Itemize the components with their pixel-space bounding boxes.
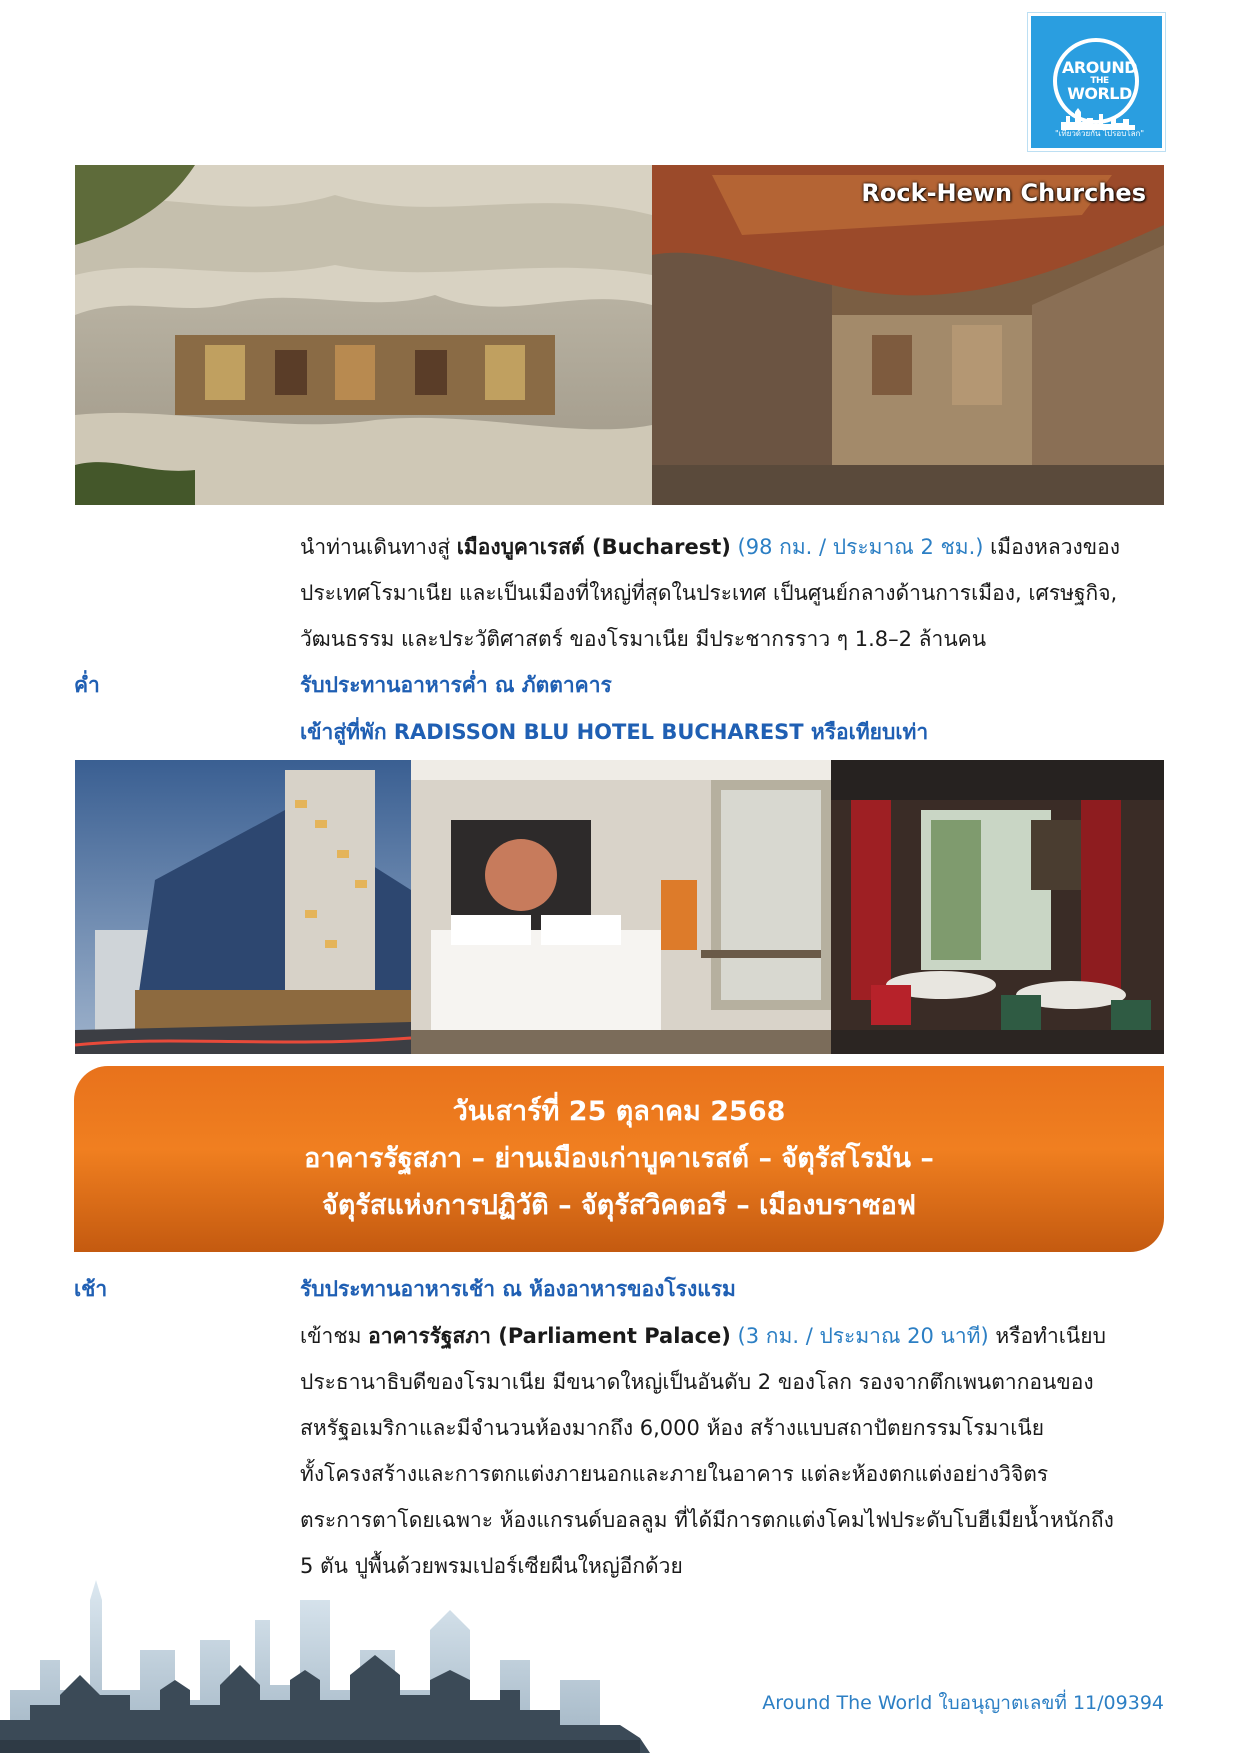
city-skyline-decoration xyxy=(0,1580,650,1753)
parliament-line-6: 5 ตัน ปูพื้นด้วยพรมเปอร์เซียผืนใหญ่อีกด้วย xyxy=(300,1554,683,1578)
bucharest-line-1: นำท่านเดินทางสู่ เมืองบูคาเรสต์ (Bucharest) (98 กม. / ประมาณ 2 ชม.) เมืองหลวงของ xyxy=(300,535,1120,559)
bucharest-paragraph xyxy=(300,524,1166,662)
photo-caption: Rock-Hewn Churches xyxy=(861,179,1146,207)
banner-route-line-2: จัตุรัสแห่งการปฏิวัติ – จัตุรัสวิคตอรี – เมืองบราซอฟ xyxy=(322,1190,916,1221)
parliament-line-4: ทั้งโครงสร้างและการตกแต่งภายนอกและภายในอาคาร แต่ละห้องตกแต่งอย่างวิจิตร xyxy=(300,1462,1049,1486)
photo-hotel-exterior xyxy=(75,760,411,1054)
logo-line-2: THE xyxy=(1090,76,1109,86)
photo-rock-churches-interior xyxy=(652,165,1164,505)
photo-hotel-restaurant xyxy=(831,760,1164,1054)
parliament-line-1: เข้าชม อาคารรัฐสภา (Parliament Palace) (3 กม. / ประมาณ 20 นาที) หรือทำเนียบ xyxy=(300,1324,1106,1348)
logo-tagline: "เที่ยวด้วยกัน ไปรอบโลก" xyxy=(1054,129,1145,138)
dinner-label: ค่ำ xyxy=(74,673,100,697)
logo-line-1: AROUND xyxy=(1062,58,1137,77)
photo-rock-churches-exterior xyxy=(75,165,652,505)
logo-line-3: WORLD xyxy=(1067,84,1132,103)
bucharest-line-3: วัฒนธรรม และประวัติศาสตร์ ของโรมาเนีย มีประชากรราว ๆ 1.8–2 ล้านคน xyxy=(300,627,987,651)
parliament-line-5: ตระการตาโดยเฉพาะ ห้องแกรนด์บอลลูม ที่ได้มีการตกแต่งโคมไฟประดับโบฮีเมียน้ำหนักถึง xyxy=(300,1508,1114,1532)
parliament-paragraph xyxy=(300,1313,1166,1589)
bucharest-line-2: ประเทศโรมาเนีย และเป็นเมืองที่ใหญ่ที่สุดในประเทศ เป็นศูนย์กลางด้านการเมือง, เศรษฐกิจ, xyxy=(300,581,1118,605)
dinner-meal: รับประทานอาหารค่ำ ณ ภัตตาคาร xyxy=(300,673,612,697)
breakfast-meal: รับประทานอาหารเช้า ณ ห้องอาหารของโรงแรม xyxy=(300,1277,736,1301)
parliament-line-2: ประธานาธิบดีของโรมาเนีย มีขนาดใหญ่เป็นอันดับ 2 ของโลก รองจากตึกเพนตากอนของ xyxy=(300,1370,1094,1394)
breakfast-label: เช้า xyxy=(74,1277,108,1301)
hotel-line: เข้าสู่ที่พัก RADISSON BLU HOTEL BUCHAREST หรือเทียบเท่า xyxy=(300,720,929,744)
day-banner xyxy=(74,1066,1164,1252)
photo-hotel-room xyxy=(411,760,831,1054)
banner-route-line-1: อาคารรัฐสภา – ย่านเมืองเก่าบูคาเรสต์ – จัตุรัสโรมัน – xyxy=(304,1143,934,1174)
license-footer: Around The World ใบอนุญาตเลขที่ 11/09394 xyxy=(762,1692,1164,1714)
company-logo xyxy=(1028,13,1165,151)
banner-date: วันเสาร์ที่ 25 ตุลาคม 2568 xyxy=(452,1096,786,1127)
parliament-line-3: สหรัฐอเมริกาและมีจำนวนห้องมากถึง 6,000 ห้อง สร้างแบบสถาปัตยกรรมโรมาเนีย xyxy=(300,1416,1045,1440)
